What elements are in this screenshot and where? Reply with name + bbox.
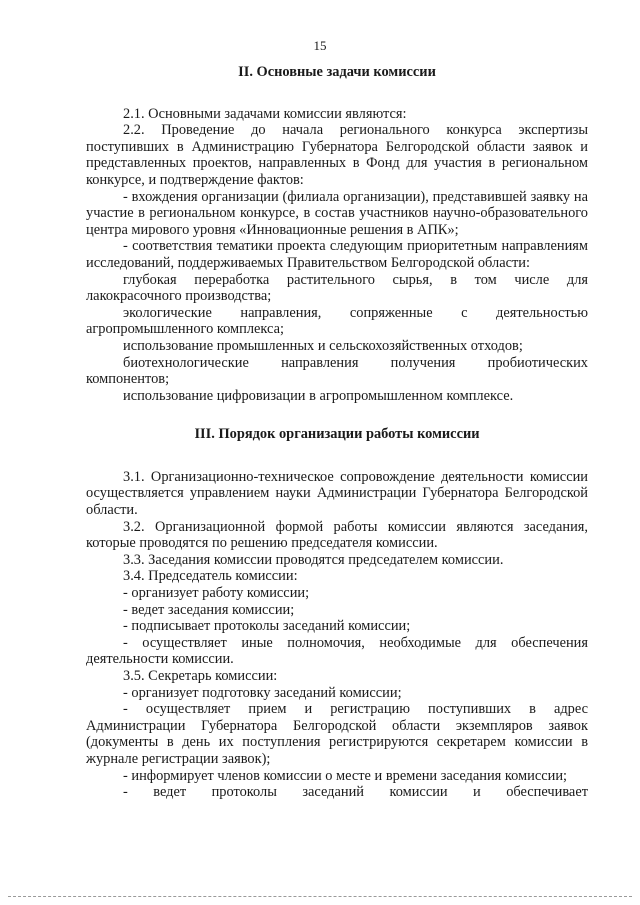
secretary-duty-item: - осуществляет прием и регистрацию поступивших в адрес Администрации Губернатора Белгородской области экземпляров заявок (документы в день их поступления регистрируются секретарем комиссии в журнале регистрации заявок); [86,701,588,767]
secretary-duty-item: - информирует членов комиссии о месте и времени заседания комиссии; [123,767,568,784]
chair-duty-item: - подписывает протоколы заседаний комиссии; [123,618,411,635]
secretary-duty-item: - организует подготовку заседаний комиссии; [123,684,402,701]
document-body [86,64,588,801]
section-3-heading: III. Порядок организации работы комиссии [194,426,480,443]
scan-edge-line [8,896,632,897]
priority-item: биотехнологические направления получения пробиотических компонентов; [86,354,588,388]
paragraph-3-4: 3.4. Председатель комиссии: [123,568,298,585]
priority-item: глубокая переработка растительного сырья, в том числе для лакокрасочного производства; [86,271,588,305]
list-item-noc: - вхождения организации (филиала организации), представившей заявку на участие в региональном конкурсе, в состав участников научно-образовательного центра мирового уровня «Инновационные решения в АПК»; [86,188,588,238]
paragraph-2-2: 2.2. Проведение до начала регионального конкурса экспертизы поступивших в Администрацию Губернатора Белгородской области заявок и представленных проектов, направленных в Фонд для участия в региональном конкурсе, и подтверждение фактов: [86,122,588,188]
priority-item: использование цифровизации в агропромышленном комплексе. [123,387,514,404]
section-2-heading: II. Основные задачи комиссии [238,64,436,80]
page-number: 15 [313,38,327,53]
paragraph-3-2: 3.2. Организационной формой работы комиссии являются заседания, которые проводятся по решению председателя комиссии. [86,518,588,552]
chair-duty-item: - ведет заседания комиссии; [123,601,295,618]
chair-duty-item: - организует работу комиссии; [123,585,310,602]
paragraph-2-1: 2.1. Основными задачами комиссии являются: [123,105,407,122]
priority-item: использование промышленных и сельскохозяйственных отходов; [123,337,523,354]
priority-item: экологические направления, сопряженные с деятельностью агропромышленного комплекса; [86,304,588,338]
secretary-duty-item: - ведет протоколы заседаний комиссии и обеспечивает [123,784,588,801]
chair-duty-item: - осуществляет иные полномочия, необходимые для обеспечения деятельности комиссии. [86,634,588,668]
paragraph-3-5: 3.5. Секретарь комиссии: [123,668,278,684]
paragraph-3-1: 3.1. Организационно-техническое сопровождение деятельности комиссии осуществляется управлением науки Администрации Губернатора Белгородской области. [86,468,588,519]
list-item-priorities: - соответствия тематики проекта следующим приоритетным направлениям исследований, поддерживаемых Правительством Белгородской области: [86,238,588,271]
paragraph-3-3: 3.3. Заседания комиссии проводятся председателем комиссии. [123,551,504,568]
